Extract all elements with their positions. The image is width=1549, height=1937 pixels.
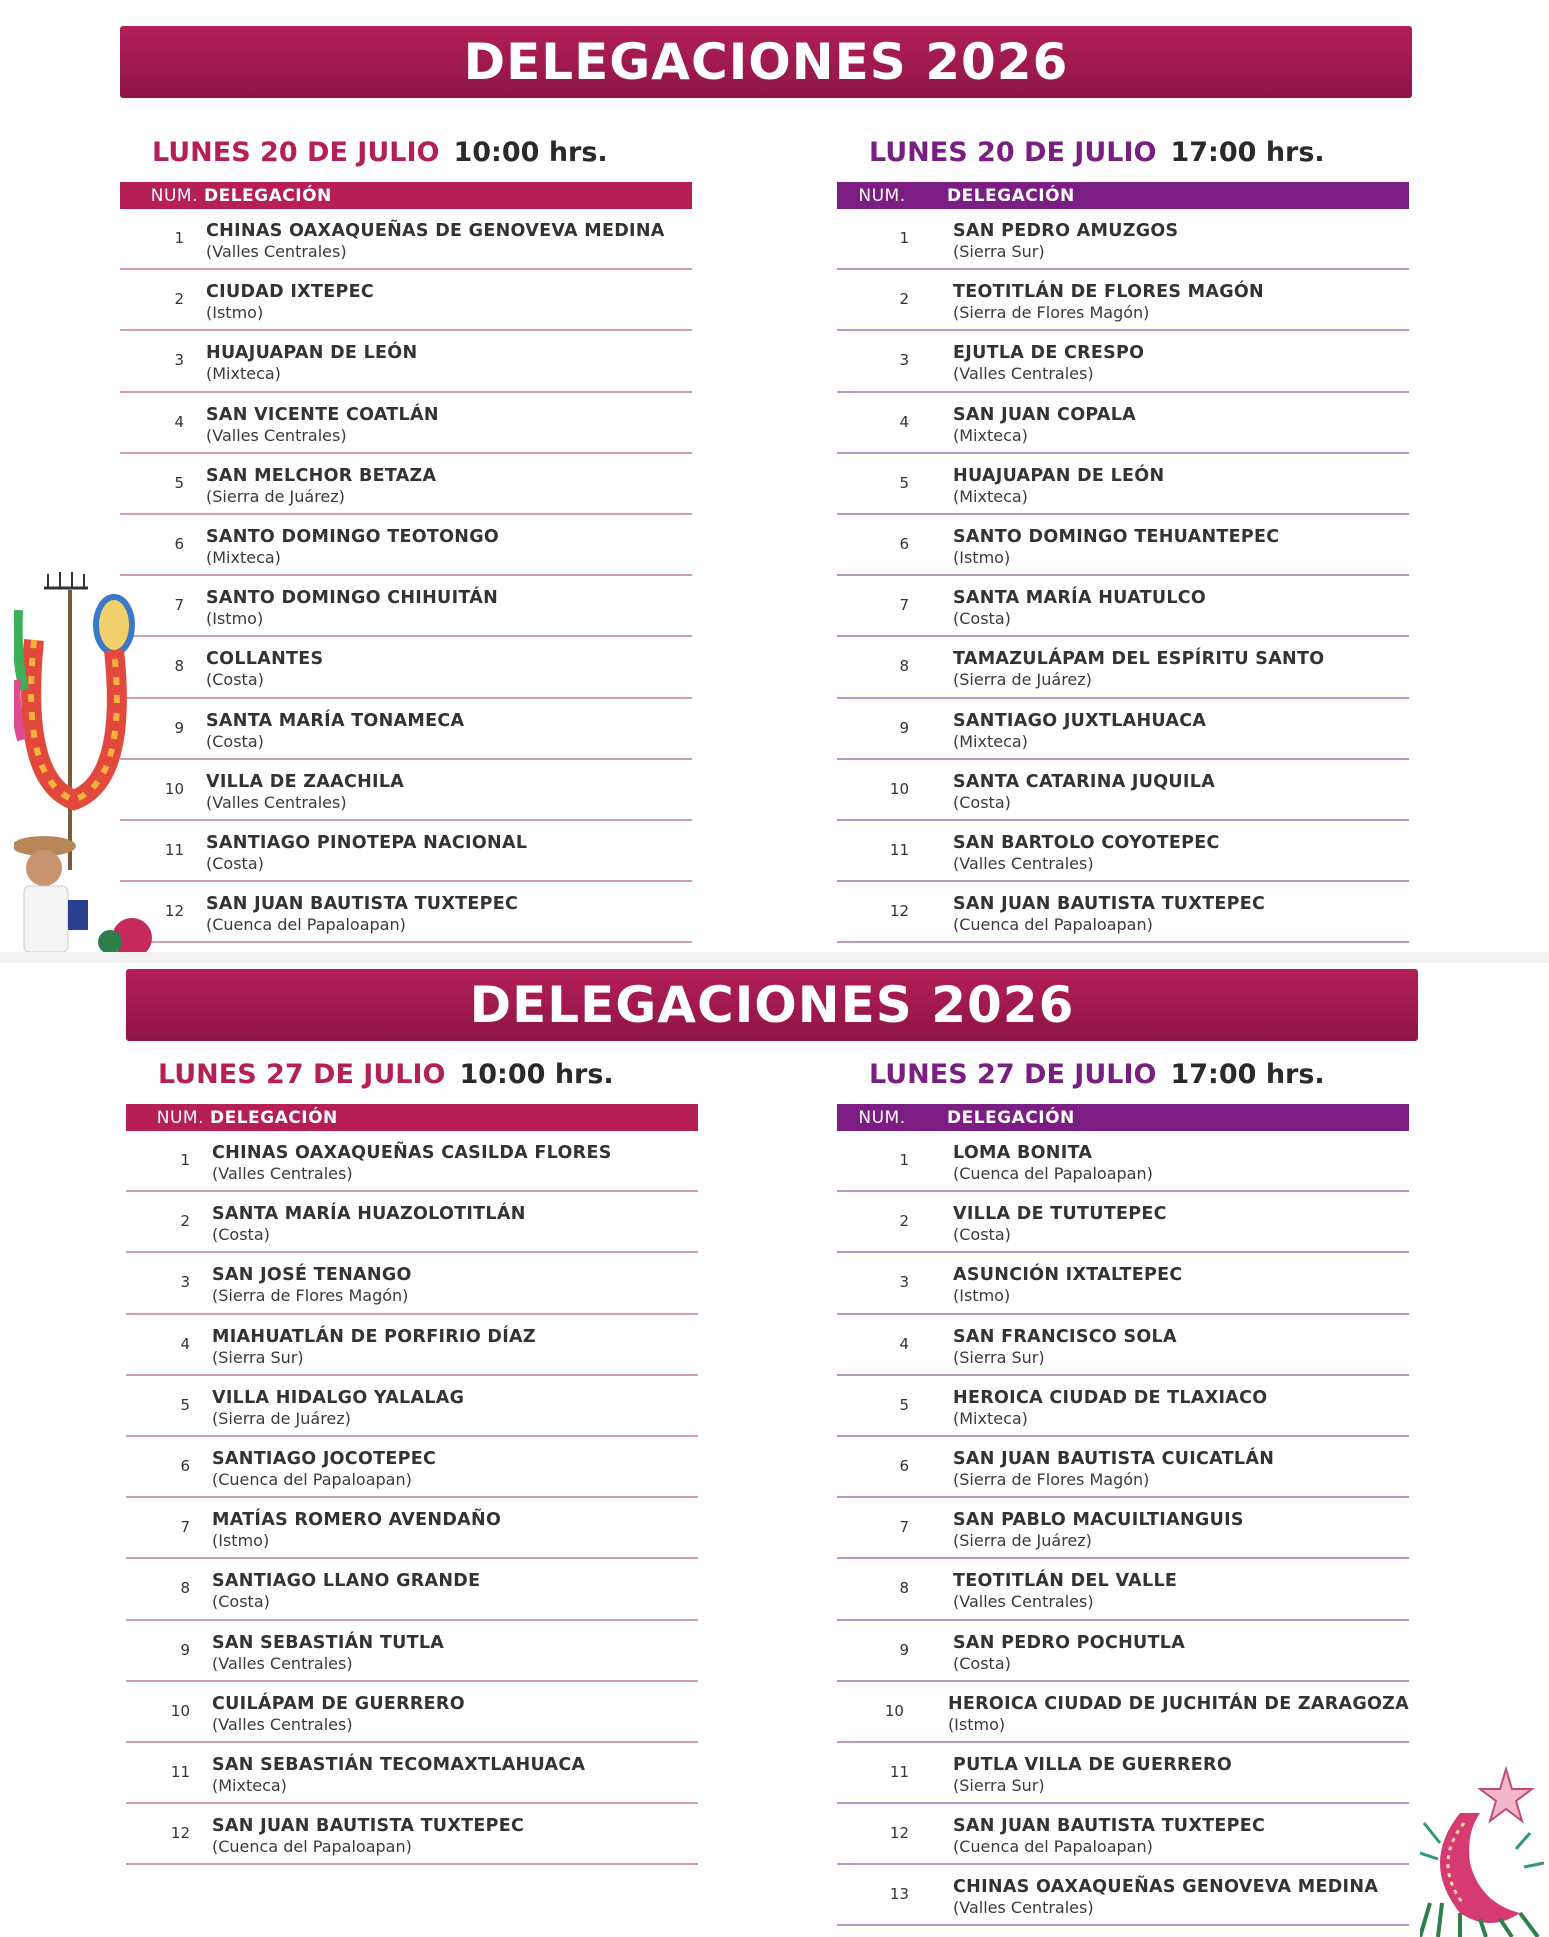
row-text [909, 821, 1220, 873]
delegation-name: SAN FRANCISCO SOLA [953, 1326, 1177, 1347]
delegation-name: SAN SEBASTIÁN TUTLA [212, 1632, 445, 1653]
panel-banner: DELEGACIONES 2026 [126, 969, 1418, 1041]
row-number: 4 [180, 1334, 190, 1353]
delegation-name: TAMAZULÁPAM DEL ESPÍRITU SANTO [953, 649, 1325, 670]
row-text [909, 209, 1178, 261]
delegation-name: SAN VICENTE COATLÁN [206, 404, 439, 425]
delegation-region: (Cuenca del Papaloapan) [212, 1837, 412, 1857]
delegation-region: (Cuenca del Papaloapan) [953, 1837, 1153, 1857]
day-date: LUNES 27 DE JULIO [869, 1059, 1157, 1090]
delegation-region: (Mixteca) [953, 731, 1028, 751]
delegation-name: SANTO DOMINGO TEHUANTEPEC [953, 526, 1280, 547]
table-row [126, 1253, 698, 1314]
row-number: 2 [899, 290, 909, 309]
row-text [184, 821, 527, 873]
panel-separator [0, 952, 1549, 963]
row-text [190, 1621, 444, 1673]
row-text [909, 882, 1265, 934]
delegation-region: (Sierra de Juárez) [953, 670, 1092, 690]
row-text [909, 1498, 1244, 1550]
row-text [184, 454, 436, 506]
table-row [837, 209, 1409, 270]
schedule-day-title [837, 128, 1409, 168]
table-row [126, 1192, 698, 1253]
column-delegation-label: DELEGACIÓN [204, 185, 332, 206]
schedule-day-title [126, 1050, 698, 1090]
row-number: 3 [899, 1273, 909, 1292]
schedule-block-evening [837, 1050, 1409, 1926]
row-number: 4 [899, 1334, 909, 1353]
row-number: 1 [899, 229, 909, 247]
row-number: 3 [174, 351, 184, 370]
row-number: 10 [884, 1701, 904, 1720]
delegation-region: (Valles Centrales) [953, 364, 1094, 384]
delegation-name: VILLA HIDALGO YALALAG [212, 1387, 465, 1408]
delegation-name: SANTIAGO LLANO GRANDE [212, 1571, 481, 1592]
delegation-region: (Valles Centrales) [953, 1898, 1094, 1918]
delegation-region: (Valles Centrales) [212, 1714, 353, 1734]
row-text [184, 699, 464, 751]
delegation-name: SAN PEDRO POCHUTLA [953, 1632, 1186, 1653]
delegation-region: (Sierra Sur) [953, 242, 1045, 261]
delegation-region: (Istmo) [953, 547, 1011, 567]
delegation-name: PUTLA VILLA DE GUERRERO [953, 1754, 1233, 1775]
table-row [120, 760, 692, 821]
table-row [837, 821, 1409, 882]
delegation-name: SANTA CATARINA JUQUILA [953, 771, 1216, 792]
table-row [120, 576, 692, 637]
row-number: 5 [180, 1395, 190, 1414]
table-row [837, 1865, 1409, 1926]
delegation-name: CHINAS OAXAQUEÑAS DE GENOVEVA MEDINA [206, 221, 665, 241]
delegation-name: EJUTLA DE CRESPO [953, 343, 1145, 364]
delegation-region: (Valles Centrales) [953, 1592, 1094, 1612]
delegation-region: (Cuenca del Papaloapan) [953, 1164, 1153, 1183]
table-row [120, 454, 692, 515]
row-text [190, 1315, 536, 1367]
table-row [837, 515, 1409, 576]
column-delegation-label: DELEGACIÓN [947, 1107, 1075, 1128]
delegation-region: (Costa) [212, 1225, 270, 1245]
delegation-name: SAN PABLO MACUILTIANGUIS [953, 1510, 1244, 1531]
delegation-region: (Mixteca) [953, 486, 1028, 506]
schedule-block-morning [120, 128, 692, 943]
schedule-block-evening [837, 128, 1409, 943]
delegation-region: (Istmo) [206, 303, 264, 323]
table-row [120, 515, 692, 576]
day-date: LUNES 27 DE JULIO [158, 1059, 446, 1090]
table-row [126, 1437, 698, 1498]
delegation-name: SANTIAGO PINOTEPA NACIONAL [206, 832, 528, 853]
delegation-region: (Istmo) [206, 609, 264, 629]
schedule-block-morning [126, 1050, 698, 1865]
table-header [837, 182, 1409, 209]
dancer-with-decorated-arch-icon [14, 570, 164, 952]
row-number: 3 [180, 1273, 190, 1292]
delegation-name: TEOTITLÁN DEL VALLE [953, 1571, 1178, 1592]
delegation-name: LOMA BONITA [953, 1143, 1093, 1163]
delegation-name: SAN MELCHOR BETAZA [206, 465, 437, 486]
delegation-region: (Valles Centrales) [212, 1164, 353, 1183]
table-row [837, 699, 1409, 760]
day-date: LUNES 20 DE JULIO [869, 137, 1157, 168]
table-row [837, 1682, 1409, 1743]
row-text [909, 1192, 1167, 1244]
schedule-panel-week-2 [0, 963, 1549, 1937]
delegation-region: (Istmo) [947, 1714, 1006, 1734]
delegation-name: SAN JUAN BAUTISTA TUXTEPEC [953, 894, 1266, 915]
row-text [909, 576, 1206, 628]
row-number: 7 [899, 596, 909, 615]
delegation-list [126, 1131, 698, 1865]
delegation-region: (Sierra de Juárez) [212, 1408, 351, 1428]
delegation-name: SANTA MARÍA HUATULCO [953, 588, 1207, 609]
table-row [837, 1315, 1409, 1376]
row-text [190, 1253, 412, 1305]
row-number: 7 [174, 596, 184, 615]
delegation-name: SANTA MARÍA HUAZOLOTITLÁN [212, 1204, 526, 1225]
row-number: 6 [174, 534, 184, 553]
row-text [909, 270, 1264, 322]
delegation-region: (Mixteca) [953, 425, 1028, 445]
delegation-region: (Costa) [212, 1592, 270, 1612]
delegation-name: CUILÁPAM DE GUERRERO [212, 1693, 465, 1714]
row-text [909, 1621, 1185, 1673]
row-number: 11 [170, 1762, 190, 1781]
row-number: 9 [174, 718, 184, 737]
row-text [190, 1682, 465, 1734]
row-number: 12 [170, 1824, 190, 1843]
table-row [837, 576, 1409, 637]
row-number: 12 [164, 902, 184, 921]
column-num-label: NUM. [858, 1107, 906, 1128]
delegation-name: TEOTITLÁN DE FLORES MAGÓN [953, 282, 1264, 303]
row-number: 5 [899, 1395, 909, 1414]
delegation-name: CHINAS OAXAQUEÑAS GENOVEVA MEDINA [953, 1877, 1379, 1898]
delegation-name: SAN JOSÉ TENANGO [212, 1265, 412, 1286]
table-row [120, 270, 692, 331]
delegation-region: (Valles Centrales) [953, 853, 1094, 873]
day-time: 17:00 hrs. [1170, 1059, 1325, 1090]
table-row [120, 882, 692, 943]
delegation-region: (Valles Centrales) [206, 242, 347, 261]
delegation-name: COLLANTES [206, 649, 324, 670]
row-number: 8 [180, 1579, 190, 1598]
table-row [126, 1621, 698, 1682]
row-number: 9 [180, 1640, 190, 1659]
delegation-list [837, 1131, 1409, 1926]
delegation-name: SAN JUAN BAUTISTA TUXTEPEC [206, 894, 519, 915]
column-delegation-label: DELEGACIÓN [210, 1107, 338, 1128]
table-row [837, 454, 1409, 515]
row-text [909, 1804, 1265, 1856]
delegation-region: (Valles Centrales) [206, 425, 347, 445]
table-row [837, 270, 1409, 331]
row-text [190, 1192, 526, 1244]
row-text [190, 1559, 480, 1611]
table-row [837, 1131, 1409, 1192]
delegation-name: SANTO DOMINGO TEOTONGO [206, 526, 500, 547]
delegation-name: HEROICA CIUDAD DE TLAXIACO [953, 1387, 1268, 1408]
row-text [184, 515, 499, 567]
table-row [120, 393, 692, 454]
day-time: 10:00 hrs. [459, 1059, 614, 1090]
row-number: 1 [899, 1151, 909, 1169]
delegation-region: (Costa) [206, 731, 264, 751]
row-text [909, 1253, 1183, 1305]
table-header [126, 1104, 698, 1131]
delegation-region: (Sierra de Flores Magón) [212, 1286, 409, 1306]
delegation-name: CIUDAD IXTEPEC [206, 282, 374, 303]
delegation-region: (Costa) [206, 853, 264, 873]
row-text [909, 1865, 1378, 1917]
row-number: 8 [899, 1579, 909, 1598]
row-text [909, 1376, 1267, 1428]
delegation-name: HUAJUAPAN DE LEÓN [206, 343, 418, 364]
delegation-region: (Mixteca) [206, 547, 281, 567]
row-text [184, 331, 417, 383]
row-text [190, 1376, 464, 1428]
row-text [184, 760, 404, 812]
table-row [126, 1804, 698, 1865]
table-row [120, 209, 692, 270]
table-row [120, 699, 692, 760]
moon-and-star-ornament-icon [1420, 1763, 1549, 1937]
row-number: 2 [899, 1212, 909, 1231]
delegation-region: (Sierra Sur) [953, 1347, 1045, 1367]
delegation-name: SANTA MARÍA TONAMECA [206, 710, 465, 731]
table-row [837, 1559, 1409, 1620]
row-number: 10 [164, 779, 184, 798]
delegation-region: (Mixteca) [212, 1775, 287, 1795]
delegation-region: (Mixteca) [206, 364, 281, 384]
delegation-name: ASUNCIÓN IXTALTEPEC [953, 1265, 1183, 1286]
row-number: 11 [164, 840, 184, 859]
delegation-region: (Costa) [953, 1653, 1011, 1673]
row-text [909, 1559, 1177, 1611]
delegation-name: SAN JUAN BAUTISTA CUICATLÁN [953, 1448, 1275, 1469]
delegation-region: (Costa) [953, 609, 1011, 629]
delegation-region: (Sierra de Juárez) [206, 486, 345, 506]
delegation-region: (Cuenca del Papaloapan) [212, 1469, 412, 1489]
row-number: 5 [899, 473, 909, 492]
row-text [184, 209, 665, 261]
table-row [837, 760, 1409, 821]
row-number: 6 [180, 1456, 190, 1475]
row-number: 4 [174, 412, 184, 431]
row-number: 8 [174, 657, 184, 676]
day-time: 10:00 hrs. [453, 137, 608, 168]
row-number: 5 [174, 473, 184, 492]
table-row [837, 1498, 1409, 1559]
delegation-region: (Valles Centrales) [212, 1653, 353, 1673]
delegation-region: (Sierra de Flores Magón) [953, 1469, 1150, 1489]
delegation-list [837, 209, 1409, 943]
row-text [909, 637, 1324, 689]
row-text [909, 699, 1206, 751]
row-text [909, 515, 1279, 567]
row-number: 6 [899, 1456, 909, 1475]
delegation-region: (Sierra Sur) [953, 1775, 1045, 1795]
table-row [126, 1131, 698, 1192]
delegation-name: VILLA DE TUTUTEPEC [953, 1204, 1167, 1225]
row-number: 6 [899, 534, 909, 553]
row-number: 2 [180, 1212, 190, 1231]
table-row [126, 1559, 698, 1620]
table-row [837, 331, 1409, 392]
delegation-name: SANTO DOMINGO CHIHUITÁN [206, 588, 499, 609]
row-number: 7 [180, 1518, 190, 1537]
column-delegation-label: DELEGACIÓN [947, 185, 1075, 206]
delegation-name: VILLA DE ZAACHILA [206, 771, 405, 792]
delegation-name: SANTIAGO JUXTLAHUACA [953, 710, 1207, 731]
row-number: 4 [899, 412, 909, 431]
row-text [909, 454, 1164, 506]
row-text [184, 393, 439, 445]
column-num-label: NUM. [150, 185, 198, 206]
row-number: 8 [899, 657, 909, 676]
row-text [909, 1315, 1177, 1367]
delegation-region: (Istmo) [212, 1531, 270, 1551]
row-number: 3 [899, 351, 909, 370]
row-text [190, 1131, 612, 1183]
row-number: 1 [174, 229, 184, 247]
delegation-region: (Cuenca del Papaloapan) [206, 915, 406, 935]
table-row [126, 1498, 698, 1559]
delegation-name: MATÍAS ROMERO AVENDAÑO [212, 1510, 502, 1531]
delegation-name: CHINAS OAXAQUEÑAS CASILDA FLORES [212, 1143, 612, 1163]
delegation-name: HEROICA CIUDAD DE JUCHITÁN DE ZARAGOZA [947, 1693, 1409, 1714]
delegation-region: (Sierra de Juárez) [953, 1531, 1092, 1551]
row-text [909, 331, 1144, 383]
row-text [184, 637, 323, 689]
row-number: 9 [899, 1640, 909, 1659]
row-text [184, 576, 498, 628]
table-row [837, 1192, 1409, 1253]
delegation-name: HUAJUAPAN DE LEÓN [953, 465, 1165, 486]
row-number: 12 [889, 1824, 909, 1843]
row-text [909, 393, 1136, 445]
table-row [837, 1376, 1409, 1437]
row-number: 11 [889, 1762, 909, 1781]
column-num-label: NUM. [858, 185, 906, 206]
table-row [126, 1315, 698, 1376]
delegation-name: SAN BARTOLO COYOTEPEC [953, 832, 1220, 853]
schedule-day-title [837, 1050, 1409, 1090]
row-number: 13 [889, 1885, 909, 1904]
row-text [190, 1743, 585, 1795]
delegation-region: (Sierra de Flores Magón) [953, 303, 1150, 323]
table-row [126, 1376, 698, 1437]
delegation-region: (Costa) [206, 670, 264, 690]
table-row [837, 637, 1409, 698]
row-text [909, 760, 1215, 812]
row-text [909, 1743, 1232, 1795]
schedule-panel-week-1 [0, 0, 1549, 952]
delegation-region: (Valles Centrales) [206, 792, 347, 812]
table-header [120, 182, 692, 209]
row-number: 10 [889, 779, 909, 798]
table-row [837, 1621, 1409, 1682]
table-row [837, 393, 1409, 454]
delegation-list [120, 209, 692, 943]
delegation-name: SAN JUAN COPALA [953, 404, 1137, 425]
row-text [190, 1804, 524, 1856]
table-row [120, 331, 692, 392]
delegation-name: SANTIAGO JOCOTEPEC [212, 1448, 437, 1469]
column-num-label: NUM. [156, 1107, 204, 1128]
row-number: 2 [174, 290, 184, 309]
day-date: LUNES 20 DE JULIO [152, 137, 440, 168]
table-row [837, 1253, 1409, 1314]
delegation-region: (Sierra Sur) [212, 1347, 304, 1367]
row-number: 9 [899, 718, 909, 737]
delegation-region: (Mixteca) [953, 1408, 1028, 1428]
table-row [837, 882, 1409, 943]
delegation-name: SAN PEDRO AMUZGOS [953, 221, 1179, 241]
row-number: 12 [889, 902, 909, 921]
delegation-name: SAN SEBASTIÁN TECOMAXTLAHUACA [212, 1754, 586, 1775]
delegation-name: SAN JUAN BAUTISTA TUXTEPEC [953, 1816, 1266, 1837]
table-header [837, 1104, 1409, 1131]
row-text [184, 270, 374, 322]
row-text [184, 882, 518, 934]
table-row [837, 1804, 1409, 1865]
schedule-day-title [120, 128, 692, 168]
delegation-region: (Cuenca del Papaloapan) [953, 915, 1153, 935]
row-text [190, 1498, 501, 1550]
row-text [909, 1437, 1274, 1489]
table-row [120, 637, 692, 698]
table-row [837, 1437, 1409, 1498]
row-number: 7 [899, 1518, 909, 1537]
panel-banner: DELEGACIONES 2026 [120, 26, 1412, 98]
row-number: 1 [180, 1151, 190, 1169]
day-time: 17:00 hrs. [1170, 137, 1325, 168]
delegation-region: (Istmo) [953, 1286, 1011, 1306]
delegation-name: SAN JUAN BAUTISTA TUXTEPEC [212, 1816, 525, 1837]
row-text [904, 1682, 1409, 1734]
table-row [837, 1743, 1409, 1804]
delegation-region: (Costa) [953, 792, 1011, 812]
delegation-region: (Costa) [953, 1225, 1011, 1245]
row-text [909, 1131, 1153, 1183]
table-row [126, 1743, 698, 1804]
row-number: 10 [170, 1701, 190, 1720]
row-text [190, 1437, 436, 1489]
table-row [126, 1682, 698, 1743]
delegation-name: MIAHUATLÁN DE PORFIRIO DÍAZ [212, 1326, 536, 1347]
row-number: 11 [889, 840, 909, 859]
table-row [120, 821, 692, 882]
